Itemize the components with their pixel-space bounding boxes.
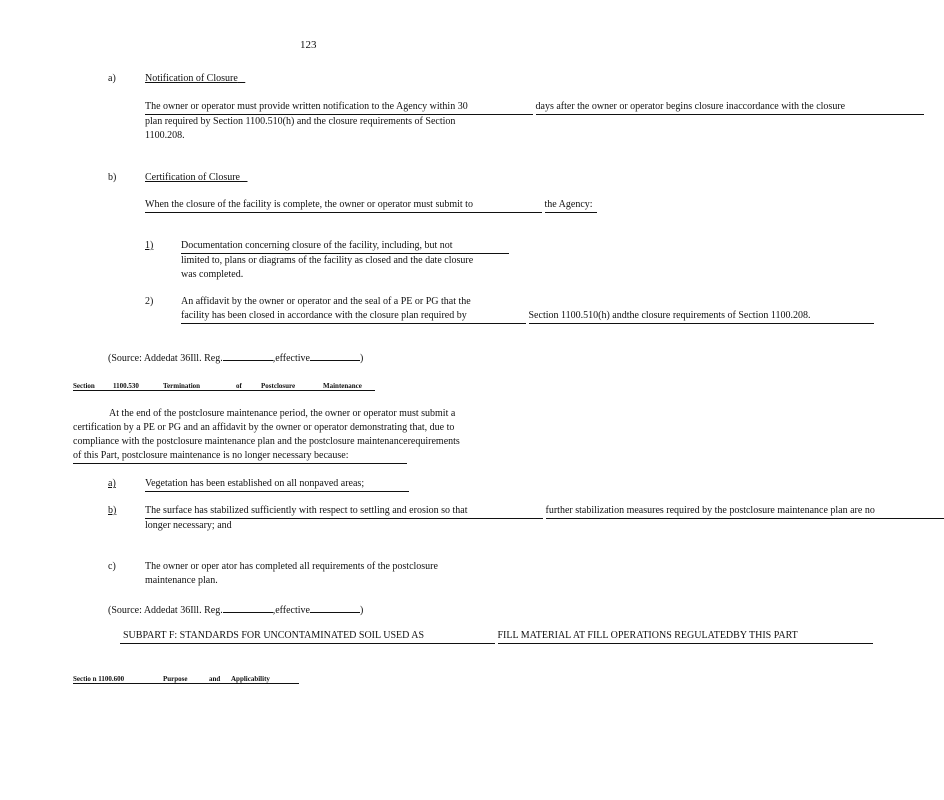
item-b1-paragraph: [181, 239, 509, 282]
text-line: compliance with the postclosure maintenance plan and the postclosure maintenancerequirements: [73, 436, 460, 447]
text-line: Vegetation has been established on all nonpaved areas;: [145, 477, 409, 492]
item-530c-text: [145, 560, 438, 588]
source-note-2: (Source: Addedat 36Ill. Reg. ,effective ): [108, 602, 363, 618]
item-b2-paragraph: [181, 295, 874, 324]
text-line: plan required by Section 1100.510(h) and the closure requirements of Section: [145, 116, 456, 127]
section-600-heading: Sectio n 1100.600 Purpose and Applicability: [73, 672, 299, 684]
page-number: 123: [300, 39, 317, 51]
item-530c-marker: c): [108, 561, 116, 572]
item-b-heading: Certification of Closure: [145, 172, 240, 183]
text-line: When the closure of the facility is complete, the owner or operator must submit to: [145, 198, 542, 213]
text-line: limited to, plans or diagrams of the facility as closed and the date closure: [181, 255, 474, 266]
text-line: certification by a PE or PG and an affidavit by the owner or operator demonstrating that, due to: [73, 422, 455, 433]
blank-line: [223, 602, 273, 613]
subpart-line-2: FILL MATERIAL AT FILL OPERATIONS REGULATEDBY THIS PART: [498, 629, 873, 644]
text-line: facility has been closed in accordance with the closure plan required by: [181, 309, 526, 324]
text-line: days after the owner or operator begins closure inaccordance with the closure: [536, 100, 924, 115]
text-line: further stabilization measures required by the postclosure maintenance plan are no: [546, 504, 944, 519]
item-530a-marker: a): [108, 478, 116, 489]
source-note-1: (Source: Addedat 36Ill. Reg. ,effective ): [108, 350, 363, 366]
text-line: At the end of the postclosure maintenance period, the owner or operator must submit a: [109, 408, 456, 419]
item-530b-marker: b): [108, 505, 117, 516]
item-530b-text: [145, 504, 944, 533]
item-b-intro: [145, 198, 597, 213]
section-530-heading: Section 1100.530 Termination of Postclosure Maintenance: [73, 379, 375, 391]
subpart-line-1: SUBPART F: STANDARDS FOR UNCONTAMINATED SOIL USED AS: [120, 629, 495, 644]
text-line: An affidavit by the owner or operator and the seal of a PE or PG that the: [181, 296, 471, 307]
text-line: The surface has stabilized sufficiently with respect to settling and erosion so that: [145, 504, 543, 519]
text-line: was completed.: [181, 269, 244, 280]
section-530-body: [73, 407, 460, 464]
text-line: Section 1100.510(h) andthe closure requirements of Section 1100.208.: [529, 309, 874, 324]
item-b2-marker: 2): [145, 296, 154, 307]
subpart-heading: [120, 629, 873, 644]
item-b1-marker: 1): [145, 240, 154, 251]
blank-line: [310, 350, 360, 361]
blank-line: [223, 350, 273, 361]
item-a-marker: a): [108, 73, 116, 84]
item-a-heading: Notification of Closure: [145, 73, 238, 84]
text-line: maintenance plan.: [145, 575, 218, 586]
blank-line: [310, 602, 360, 613]
item-a-paragraph: [145, 100, 924, 143]
text-line: the Agency:: [545, 198, 597, 213]
text-line: longer necessary; and: [145, 520, 232, 531]
text-line: of this Part, postclosure maintenance is no longer necessary because:: [73, 449, 407, 464]
text-line: Documentation concerning closure of the facility, including, but not: [181, 239, 509, 254]
text-line: 1100.208.: [145, 130, 185, 141]
text-line: The owner or operator must provide written notification to the Agency within 30: [145, 100, 533, 115]
text-line: The owner or oper ator has completed all requirements of the postclosure: [145, 561, 438, 572]
item-530a-text: [145, 477, 409, 492]
item-b-marker: b): [108, 172, 117, 183]
